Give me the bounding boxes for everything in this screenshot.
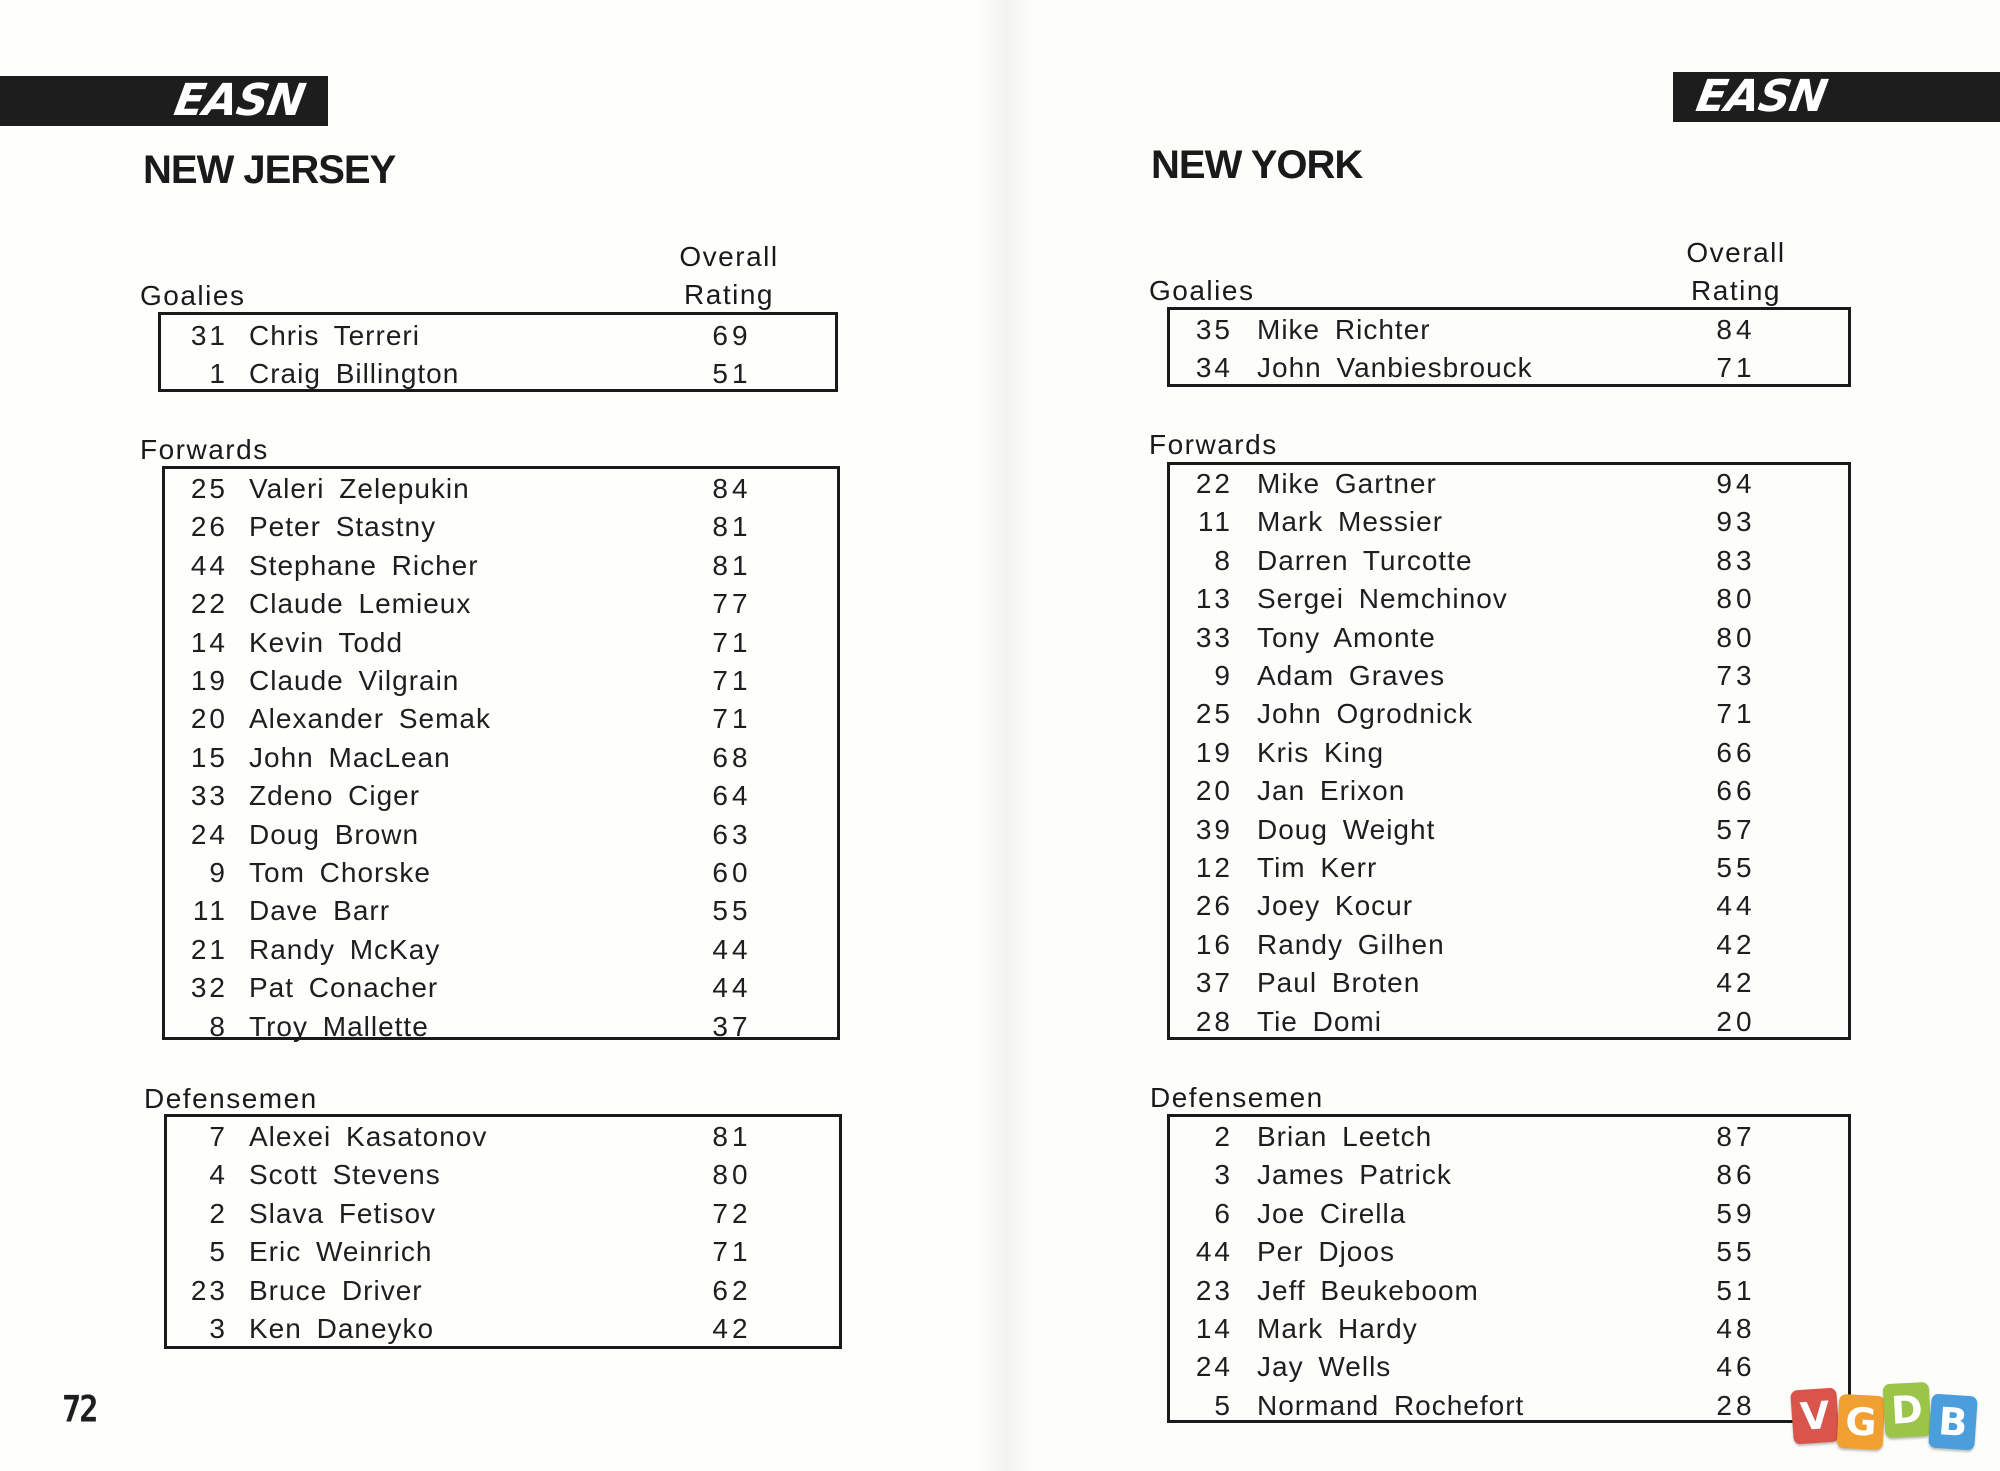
roster-row	[1005, 1195, 2000, 1233]
player-rating: 42	[1716, 928, 1756, 960]
roster-row	[0, 662, 1005, 700]
roster-row	[1005, 772, 2000, 810]
player-rating: 57	[1716, 813, 1756, 845]
roster-row	[0, 739, 1005, 777]
player-name: Joey Kocur	[1257, 890, 1414, 922]
player-rating: 83	[1716, 544, 1756, 576]
player-name: Jeff Beukeboom	[1257, 1274, 1479, 1306]
player-number: 28	[1195, 1005, 1233, 1037]
player-number: 2	[1214, 1121, 1233, 1152]
watermark-tile: D	[1883, 1382, 1932, 1438]
player-rating: 51	[712, 358, 752, 390]
player-number: 14	[190, 626, 228, 658]
roster-row	[1005, 811, 2000, 849]
watermark-tile: B	[1928, 1393, 1978, 1450]
roster-row	[0, 1233, 1005, 1271]
roster-row	[0, 1195, 1005, 1233]
player-number: 19	[190, 665, 228, 696]
roster-row	[0, 470, 1005, 508]
player-name: Tony Amonte	[1257, 621, 1436, 653]
roster-row	[0, 1310, 1005, 1348]
roster-row	[0, 931, 1005, 969]
player-rating: 87	[1716, 1121, 1756, 1152]
forwards-label: Forwards	[140, 434, 269, 465]
roster-row	[0, 1118, 1005, 1156]
player-rating: 80	[1716, 583, 1756, 615]
player-rating: 71	[1716, 352, 1756, 384]
player-name: Paul Broten	[1257, 967, 1421, 999]
player-number: 23	[1195, 1274, 1233, 1306]
rating-header	[1656, 234, 1816, 310]
roster-row	[0, 816, 1005, 854]
rating-header-line2: Rating	[684, 279, 774, 310]
player-name: James Patrick	[1257, 1159, 1452, 1191]
player-number: 11	[1197, 506, 1233, 538]
player-name: Chris Terreri	[249, 320, 420, 351]
player-number: 24	[1195, 1351, 1233, 1383]
player-number: 19	[1195, 736, 1233, 768]
roster-row	[1005, 849, 2000, 887]
player-name: Mike Gartner	[1257, 468, 1437, 499]
book-gutter	[975, 0, 1035, 1471]
player-rating: 81	[712, 511, 752, 543]
player-rating: 84	[712, 473, 752, 504]
player-number: 20	[190, 703, 228, 735]
player-name: Stephane Richer	[249, 549, 479, 581]
player-number: 34	[1195, 352, 1233, 384]
player-name: Kevin Todd	[249, 626, 404, 658]
player-rating: 42	[1716, 967, 1756, 999]
roster-row	[1005, 619, 2000, 657]
roster-row	[1005, 695, 2000, 733]
player-rating: 44	[712, 933, 752, 965]
player-number: 12	[1195, 852, 1233, 883]
roster-row	[0, 892, 1005, 930]
player-rating: 73	[1716, 660, 1756, 691]
player-name: Sergei Nemchinov	[1257, 583, 1508, 615]
player-name: John Vanbiesbrouck	[1257, 352, 1533, 384]
player-rating: 55	[1716, 1236, 1756, 1268]
player-number: 24	[190, 818, 228, 850]
roster-row	[1005, 580, 2000, 618]
player-number: 26	[190, 511, 228, 543]
player-number: 22	[1195, 468, 1233, 499]
roster-row	[0, 355, 1005, 393]
player-number: 32	[190, 972, 228, 1004]
roster-row	[1005, 1156, 2000, 1194]
player-rating: 28	[1716, 1389, 1756, 1421]
player-name: Valeri Zelepukin	[249, 473, 470, 504]
player-number: 9	[209, 857, 228, 888]
player-number: 14	[1195, 1313, 1233, 1344]
player-number: 44	[1195, 1236, 1233, 1268]
defensemen-label: Defensemen	[144, 1083, 318, 1114]
roster-row	[0, 547, 1005, 585]
rating-header-line2: Rating	[1691, 275, 1781, 306]
player-number: 31	[190, 320, 228, 351]
team-title: NEW YORK	[1151, 143, 1363, 187]
player-name: Alexander Semak	[249, 703, 492, 735]
forwards-label: Forwards	[1149, 429, 1278, 460]
watermark-tile: G	[1837, 1394, 1886, 1450]
player-name: Jay Wells	[1257, 1351, 1392, 1383]
player-number: 25	[190, 473, 228, 504]
easn-logo: EASN	[1692, 71, 1831, 122]
player-number: 7	[209, 1121, 228, 1152]
player-number: 9	[1214, 660, 1233, 691]
player-rating: 66	[1716, 775, 1756, 807]
roster-row	[1005, 465, 2000, 503]
player-name: Tie Domi	[1257, 1005, 1382, 1037]
player-number: 21	[190, 933, 228, 965]
roster-row	[0, 777, 1005, 815]
player-rating: 42	[712, 1313, 752, 1344]
roster-row	[0, 854, 1005, 892]
player-name: Randy Gilhen	[1257, 928, 1445, 960]
roster-row	[1005, 1272, 2000, 1310]
player-number: 23	[190, 1274, 228, 1306]
player-number: 3	[209, 1313, 228, 1344]
player-number: 11	[192, 895, 228, 927]
roster-row	[1005, 1003, 2000, 1041]
player-rating: 46	[1716, 1351, 1756, 1383]
player-rating: 68	[712, 741, 752, 773]
team-title: NEW JERSEY	[143, 148, 396, 192]
player-rating: 71	[712, 1236, 752, 1268]
player-number: 22	[190, 588, 228, 620]
player-number: 13	[1195, 583, 1233, 615]
right-page	[1005, 0, 2000, 1471]
player-rating: 44	[712, 972, 752, 1004]
player-rating: 77	[712, 588, 752, 620]
player-number: 33	[190, 780, 228, 812]
roster-row	[1005, 964, 2000, 1002]
player-number: 20	[1195, 775, 1233, 807]
player-rating: 20	[1716, 1005, 1756, 1037]
player-rating: 72	[712, 1197, 752, 1229]
player-name: Adam Graves	[1257, 660, 1446, 691]
player-rating: 44	[1716, 890, 1756, 922]
roster-row	[0, 1156, 1005, 1194]
player-rating: 69	[712, 320, 752, 351]
roster-row	[0, 1008, 1005, 1046]
player-number: 35	[1195, 314, 1233, 345]
roster-row	[0, 1272, 1005, 1310]
player-name: Mike Richter	[1257, 314, 1431, 345]
player-name: Claude Lemieux	[249, 588, 472, 620]
roster-row	[1005, 887, 2000, 925]
player-rating: 48	[1716, 1313, 1756, 1344]
goalies-label: Goalies	[140, 280, 246, 311]
player-rating: 86	[1716, 1159, 1756, 1191]
roster-row	[1005, 1310, 2000, 1348]
player-number: 2	[209, 1197, 228, 1229]
roster-row	[0, 969, 1005, 1007]
player-number: 44	[190, 549, 228, 581]
player-rating: 63	[712, 818, 752, 850]
player-name: Darren Turcotte	[1257, 544, 1473, 576]
player-number: 6	[1214, 1197, 1233, 1229]
player-name: John Ogrodnick	[1257, 698, 1474, 730]
player-rating: 71	[1716, 698, 1756, 730]
roster-row	[1005, 1348, 2000, 1386]
player-rating: 80	[712, 1159, 752, 1191]
player-rating: 71	[712, 665, 752, 696]
player-rating: 51	[1716, 1274, 1756, 1306]
player-name: Mark Hardy	[1257, 1313, 1418, 1344]
player-name: Joe Cirella	[1257, 1197, 1407, 1229]
goalies-label: Goalies	[1149, 275, 1255, 306]
player-name: Tim Kerr	[1257, 852, 1378, 883]
roster-row	[1005, 1233, 2000, 1271]
player-rating: 59	[1716, 1197, 1756, 1229]
player-name: Slava Fetisov	[249, 1197, 437, 1229]
player-name: Ken Daneyko	[249, 1313, 435, 1344]
roster-row	[1005, 657, 2000, 695]
player-rating: 81	[712, 549, 752, 581]
player-name: Troy Mallette	[249, 1010, 429, 1042]
player-name: Scott Stevens	[249, 1159, 441, 1191]
player-number: 8	[209, 1010, 228, 1042]
player-name: Craig Billington	[249, 358, 460, 390]
vgdb-watermark	[1792, 1385, 1978, 1451]
player-rating: 60	[712, 857, 752, 888]
player-name: Eric Weinrich	[249, 1236, 433, 1268]
player-rating: 93	[1716, 506, 1756, 538]
roster-row	[1005, 734, 2000, 772]
player-name: Normand Rochefort	[1257, 1389, 1525, 1421]
defensemen-label: Defensemen	[1150, 1082, 1324, 1113]
player-number: 8	[1214, 544, 1233, 576]
player-name: John MacLean	[249, 741, 451, 773]
player-rating: 37	[712, 1010, 752, 1042]
player-number: 15	[190, 741, 228, 773]
player-name: Pat Conacher	[249, 972, 439, 1004]
rating-header-line1: Overall	[1686, 237, 1786, 268]
player-rating: 55	[1716, 852, 1756, 883]
roster-row	[1005, 1118, 2000, 1156]
roster-row	[1005, 503, 2000, 541]
player-name: Zdeno Ciger	[249, 780, 421, 812]
player-rating: 71	[712, 626, 752, 658]
roster-row	[0, 317, 1005, 355]
roster-row	[1005, 311, 2000, 349]
player-name: Tom Chorske	[249, 857, 431, 888]
roster-row	[1005, 926, 2000, 964]
player-name: Bruce Driver	[249, 1274, 423, 1306]
player-rating: 81	[712, 1121, 752, 1152]
player-number: 1	[209, 358, 228, 390]
player-name: Mark Messier	[1257, 506, 1444, 538]
player-name: Dave Barr	[249, 895, 391, 927]
player-name: Per Djoos	[1257, 1236, 1395, 1268]
roster-row	[1005, 542, 2000, 580]
player-number: 4	[209, 1159, 228, 1191]
page-number: 72	[62, 1387, 97, 1431]
player-number: 25	[1195, 698, 1233, 730]
player-number: 16	[1195, 928, 1233, 960]
player-rating: 66	[1716, 736, 1756, 768]
roster-row	[1005, 349, 2000, 387]
roster-row	[0, 624, 1005, 662]
player-rating: 80	[1716, 621, 1756, 653]
player-rating: 62	[712, 1274, 752, 1306]
player-number: 5	[209, 1236, 228, 1268]
player-name: Doug Brown	[249, 818, 420, 850]
player-number: 3	[1214, 1159, 1233, 1191]
player-rating: 64	[712, 780, 752, 812]
player-name: Jan Erixon	[1257, 775, 1406, 807]
player-name: Alexei Kasatonov	[249, 1121, 488, 1152]
player-number: 39	[1195, 813, 1233, 845]
roster-row	[0, 508, 1005, 546]
player-rating: 55	[712, 895, 752, 927]
rating-header	[649, 238, 809, 314]
player-rating: 94	[1716, 468, 1756, 499]
player-rating: 84	[1716, 314, 1756, 345]
player-name: Peter Stastny	[249, 511, 437, 543]
player-name: Kris King	[1257, 736, 1385, 768]
player-name: Claude Vilgrain	[249, 665, 460, 696]
rating-header-line1: Overall	[679, 241, 779, 272]
watermark-tile: V	[1790, 1387, 1840, 1444]
player-number: 5	[1214, 1389, 1233, 1421]
easn-logo: EASN	[170, 75, 309, 126]
player-rating: 71	[712, 703, 752, 735]
roster-row	[0, 585, 1005, 623]
player-name: Randy McKay	[249, 933, 441, 965]
player-name: Doug Weight	[1257, 813, 1436, 845]
player-number: 33	[1195, 621, 1233, 653]
roster-row	[0, 700, 1005, 738]
player-number: 26	[1195, 890, 1233, 922]
player-name: Brian Leetch	[1257, 1121, 1433, 1152]
player-number: 37	[1195, 967, 1233, 999]
